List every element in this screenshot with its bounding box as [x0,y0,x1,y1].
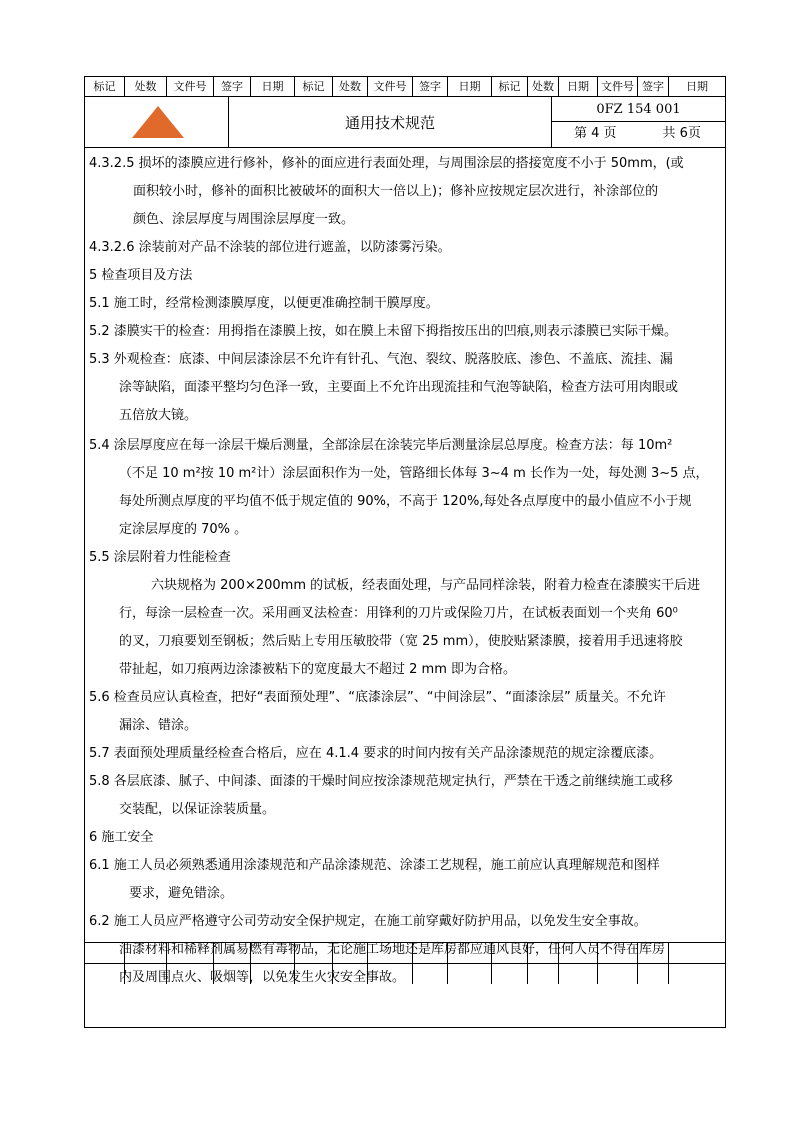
text-line: 六块规格为 200×200mm 的试板，经表面处理，与产品同样涂装，附着力检查在漆膜实干后进 [151,578,701,593]
footer-row [85,963,725,984]
text-line: 内及周围点火、吸烟等，以免发生火灾安全事故。 [119,970,406,985]
text-line: 的叉，刀痕要划至钢板；然后贴上专用压敏胶带（宽 25 mm），使胶贴紧漆膜，接着用手迅速将胶 [119,634,683,649]
footer-row [85,942,725,963]
text-line: 5.3 外观检查：底漆、中间层漆涂层不允许有针孔、气泡、裂纹、脱落胶底、渗色、不盖底、流挂、漏 [89,352,673,367]
header-cell: 标记 [85,77,125,96]
text-line: 5.1 施工时，经常检测漆膜厚度，以便更准确控制干膜厚度。 [89,296,439,311]
text-line: 5.7 表面预处理质量经检查合格后，应在 4.1.4 要求的时间内按有关产品涂漆规范的规定涂覆底漆。 [89,746,663,761]
text-line: 面积较小时，修补的面积比被破坏的面积大一倍以上)；修补应按规定层次进行，补涂部位的 [133,184,659,199]
header-cell: 日期 [251,77,295,96]
section-heading: 6 施工安全 [89,830,154,845]
footer-grid [85,942,725,984]
header-cell: 处数 [333,77,368,96]
header-cell: 日期 [559,77,598,96]
text-line: 5.2 漆膜实干的检查：用拇指在漆膜上按，如在膜上未留下拇指按压出的凹痕,则表示漆膜已实际干燥。 [89,324,677,339]
header-cell: 文件号 [368,77,413,96]
header-cell: 日期 [448,77,492,96]
document-frame [84,76,726,1028]
text-line: 交装配，以保证涂装质量。 [119,802,276,817]
text-line: 漏涂、错涂。 [119,718,198,733]
title-block [85,97,725,148]
text-line: 5.5 涂层附着力性能检查 [89,550,231,565]
page-total: 共 6页 [662,126,701,141]
header-cell: 文件号 [598,77,638,96]
header-cell: 处数 [528,77,559,96]
revision-header-row [85,77,725,97]
header-cell: 处数 [125,77,167,96]
text-line: 颜色、涂层厚度与周围涂层厚度一致。 [133,212,355,227]
text-line: （不足 10 m²按 10 m²计）涂层面积作为一处，管路细长体每 3~4 m 长作为一处，每处测 3~5 点， [119,466,709,481]
text-line: 每处所测点厚度的平均值不低于规定值的 90%，不高于 120%,每处各点厚度中的最小值应不小于规 [119,494,692,509]
text-line: 6.1 施工人员必须熟悉通用涂漆规范和产品涂漆规范、涂漆工艺规程，施工前应认真理解规范和图样 [89,858,660,873]
page-number: 第 4 页 [573,126,617,141]
text-line: 4.3.2.5 损坏的漆膜应进行修补，修补的面应进行表面处理，与周围涂层的搭接宽度不小于 50mm，(或 [89,156,684,171]
text-line: 定涂层厚度的 70% 。 [119,522,248,537]
text-line: 涂等缺陷，面漆平整均匀色泽一致，主要面上不允许出现流挂和气泡等缺陷，检查方法可用肉眼或 [119,380,679,395]
page-info [552,122,725,147]
document-title: 通用技术规范 [229,97,552,147]
text-line: 5.4 涂层厚度应在每一涂层干燥后测量，全部涂层在涂装完毕后测量涂层总厚度。检查方法：每 10m² [89,438,673,453]
header-cell: 标记 [492,77,528,96]
document-code: 0FZ 154 001 [552,97,725,122]
text-line: 带扯起，如刀痕两边涂漆被粘下的宽度最大不超过 2 mm 即为合格。 [119,662,516,677]
text-line: 五倍放大镜。 [119,408,198,423]
header-cell: 标记 [295,77,333,96]
header-cell: 签字 [214,77,251,96]
header-cell: 签字 [413,77,448,96]
text-line: 5.6 检查员应认真检查，把好“表面预处理”、“底漆涂层”、“中间涂层”、“面漆涂层” 质量关。不允许 [89,690,666,705]
text-line: 4.3.2.6 涂装前对产品不涂装的部位进行遮盖，以防漆雾污染。 [89,240,451,255]
text-line: 要求，避免错涂。 [129,886,234,901]
text-line: 5.8 各层底漆、腻子、中间漆、面漆的干燥时间应按涂漆规范规定执行，严禁在干透之前继续施工或移 [89,774,673,789]
text-line: 行，每涂一层检查一次。采用画叉法检查：用锋利的刀片或保险刀片，在试板表面划一个夹角 60⁰ [119,606,678,621]
code-block [552,97,725,147]
text-line: 6.2 施工人员应严格遵守公司劳动安全保护规定，在施工前穿戴好防护用品，以免发生安全事故。 [89,914,647,929]
document-body [85,148,725,984]
text-line: 油漆材料和稀释剂属易燃有毒物品，无论施工场地还是库房都应通风良好，任何人员不得在库房 [119,942,666,957]
header-cell: 签字 [638,77,669,96]
header-cell: 文件号 [167,77,214,96]
header-cell: 日期 [686,80,708,93]
section-heading: 5 检查项目及方法 [89,268,193,283]
logo-cell [85,97,229,147]
triangle-logo-icon [132,106,184,138]
